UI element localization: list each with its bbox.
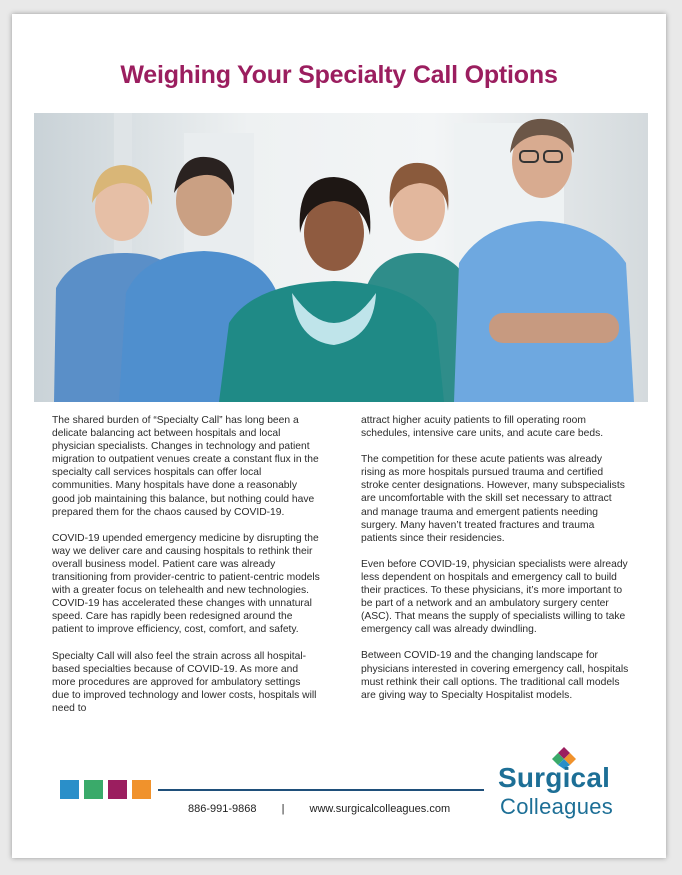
phone-number: 886-991-9868	[188, 803, 257, 815]
paragraph: The competition for these acute patients was already rising as more hospitals pursued trauma and certified stroke center designations. However, many subspecialists are uncomfortable with the skill set necessary to attract and manage trauma and emergent patients needing surgery. Many haven’t treated fractures and trauma patients since their residencies.	[361, 454, 625, 544]
paragraph: Between COVID-19 and the changing landscape for physicians interested in covering emergency call, hospitals must rethink their call options. The traditional call models are giving way to Specialty Hospitalist models.	[361, 650, 629, 701]
footer-contact	[188, 803, 450, 815]
body-column-right	[361, 414, 629, 715]
staff-photo	[34, 113, 648, 402]
body-column-left	[52, 414, 320, 728]
color-square-orange	[132, 780, 151, 799]
contact-separator: |	[281, 803, 285, 815]
page-title: Weighing Your Specialty Call Options	[120, 61, 558, 89]
paragraph: Even before COVID-19, physician specialists were already less dependent on hospitals and emergency call to build their practices. To these physicians, it’s more important to be part of a network and an ambulatory surgery center (ASC). That means the supply of specialists willing to take emergency call was already dwindling.	[361, 558, 628, 636]
paragraph: COVID-19 upended emergency medicine by disrupting the way we deliver care and causing hospitals to rethink their overall business model. Patient care was already transitioning from provider-centric to patient-centric models with a greater focus on telehealth and new technologies. COVID-19 has accelerated these changes with unnatural speed. Care has rapidly been redesigned around the patient to improve efficiency, cost, comfort, and safety.	[52, 532, 320, 636]
logo-wordmark-colleagues: Colleagues	[500, 794, 614, 819]
footer-divider	[158, 789, 484, 791]
document-page	[12, 14, 666, 858]
paragraph: attract higher acuity patients to fill operating room schedules, intensive care units, and acute care beds.	[361, 415, 604, 440]
color-square-green	[84, 780, 103, 799]
logo-wordmark-surgical: Surgical	[498, 762, 611, 793]
website-link[interactable]: www.surgicalcolleagues.com	[309, 803, 451, 815]
color-square-blue	[60, 780, 79, 799]
staff-photo-illustration	[34, 113, 648, 402]
color-square-magenta	[108, 780, 127, 799]
paragraph: Specialty Call will also feel the strain across all hospital-based specialties because of COVID-19. As more and more procedures are approved for ambulatory settings due to improved technology and lower costs, hospitals will need to	[52, 650, 317, 714]
paragraph: The shared burden of “Specialty Call” has long been a delicate balancing act between hospitals and local physician specialists. Changes in technology and patient migration to outpatient venues create a constant flux in the specialty call services hospitals can offer local communities. Many hospitals have done a reasonably good job maintaining this balance, but nothing could have prepared them for the chaos caused by COVID-19.	[52, 415, 319, 518]
